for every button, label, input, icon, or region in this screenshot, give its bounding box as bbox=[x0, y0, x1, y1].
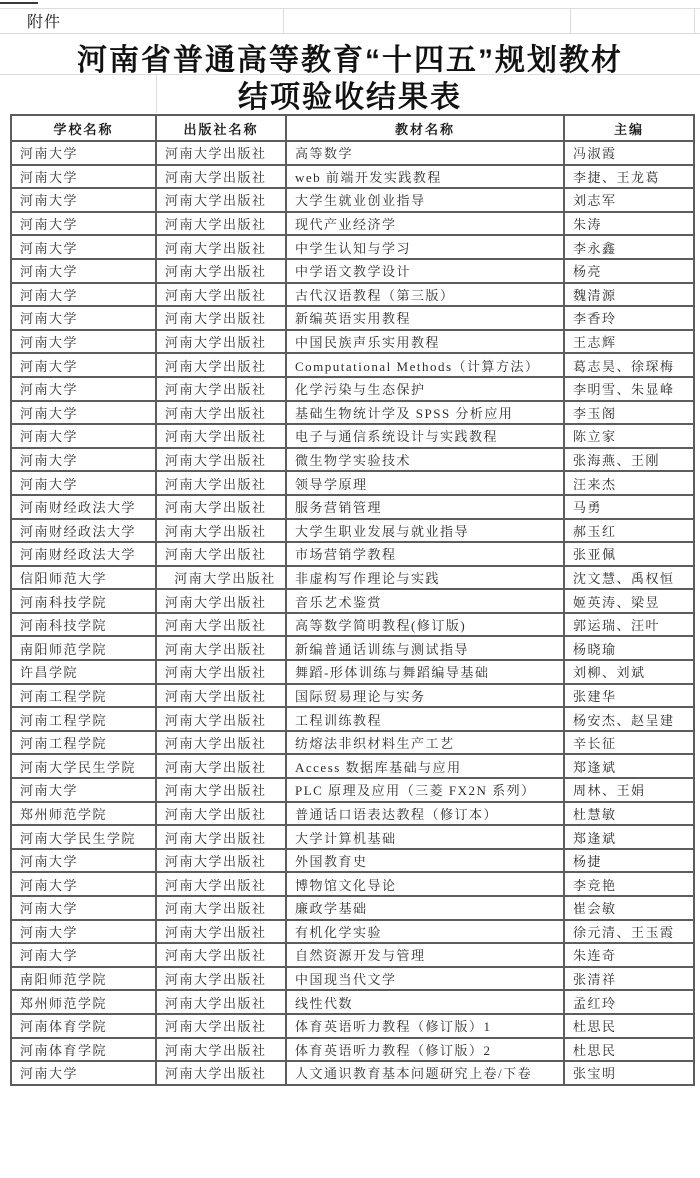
editor-cell: 张清祥 bbox=[564, 967, 694, 991]
school-cell: 河南大学 bbox=[11, 306, 156, 330]
table-row bbox=[11, 377, 694, 401]
textbook-cell: 化学污染与生态保护 bbox=[286, 377, 564, 401]
table-row bbox=[11, 495, 694, 519]
publisher-cell: 河南大学出版社 bbox=[156, 401, 286, 425]
publisher-cell: 河南大学出版社 bbox=[156, 542, 286, 566]
table-row bbox=[11, 589, 694, 613]
textbook-cell: PLC 原理及应用（三菱 FX2N 系列） bbox=[286, 778, 564, 802]
editor-cell: 郭运瑞、汪叶 bbox=[564, 613, 694, 637]
textbook-cell: 服务营销管理 bbox=[286, 495, 564, 519]
textbook-cell: 中学生认知与学习 bbox=[286, 235, 564, 259]
publisher-cell: 河南大学出版社 bbox=[156, 613, 286, 637]
table-row bbox=[11, 613, 694, 637]
table-row bbox=[11, 259, 694, 283]
table-row bbox=[11, 471, 694, 495]
school-cell: 河南大学 bbox=[11, 235, 156, 259]
editor-cell: 李香玲 bbox=[564, 306, 694, 330]
table-row bbox=[11, 1014, 694, 1038]
textbook-cell: 纺熔法非织材料生产工艺 bbox=[286, 731, 564, 755]
results-table bbox=[10, 114, 695, 1086]
table-row bbox=[11, 330, 694, 354]
table-row bbox=[11, 920, 694, 944]
editor-cell: 姬英涛、梁昱 bbox=[564, 589, 694, 613]
textbook-cell: 古代汉语教程（第三版） bbox=[286, 283, 564, 307]
textbook-cell: Access 数据库基础与应用 bbox=[286, 754, 564, 778]
textbook-cell: 普通话口语表达教程（修订本） bbox=[286, 802, 564, 826]
school-cell: 河南财经政法大学 bbox=[11, 542, 156, 566]
textbook-cell: 新编英语实用教程 bbox=[286, 306, 564, 330]
publisher-cell: 河南大学出版社 bbox=[156, 778, 286, 802]
school-cell: 河南财经政法大学 bbox=[11, 495, 156, 519]
publisher-cell: 河南大学出版社 bbox=[156, 872, 286, 896]
school-cell: 河南大学 bbox=[11, 943, 156, 967]
table-row bbox=[11, 401, 694, 425]
textbook-cell: 中国民族声乐实用教程 bbox=[286, 330, 564, 354]
editor-cell: 崔会敏 bbox=[564, 896, 694, 920]
table-row bbox=[11, 283, 694, 307]
school-cell: 河南大学 bbox=[11, 424, 156, 448]
table-row bbox=[11, 306, 694, 330]
textbook-cell: 大学生职业发展与就业指导 bbox=[286, 519, 564, 543]
school-cell: 郑州师范学院 bbox=[11, 990, 156, 1014]
school-cell: 河南科技学院 bbox=[11, 589, 156, 613]
school-cell: 河南大学 bbox=[11, 165, 156, 189]
editor-cell: 辛长征 bbox=[564, 731, 694, 755]
textbook-cell: 人文通识教育基本问题研究上卷/下卷 bbox=[286, 1061, 564, 1085]
editor-cell: 刘柳、刘斌 bbox=[564, 660, 694, 684]
editor-cell: 李竞艳 bbox=[564, 872, 694, 896]
publisher-cell: 河南大学出版社 bbox=[156, 188, 286, 212]
spreadsheet-gridline bbox=[694, 8, 695, 33]
publisher-cell: 河南大学出版社 bbox=[156, 990, 286, 1014]
publisher-cell: 河南大学出版社 bbox=[156, 754, 286, 778]
table-row bbox=[11, 519, 694, 543]
col-header-school: 学校名称 bbox=[11, 115, 156, 141]
textbook-cell: 廉政学基础 bbox=[286, 896, 564, 920]
spreadsheet-gridline bbox=[283, 8, 284, 33]
school-cell: 河南大学 bbox=[11, 920, 156, 944]
attachment-label: 附件 bbox=[27, 14, 62, 31]
col-header-textbook: 教材名称 bbox=[286, 115, 564, 141]
editor-cell: 马勇 bbox=[564, 495, 694, 519]
editor-cell: 李明雪、朱显峰 bbox=[564, 377, 694, 401]
document-title-line2: 结项验收结果表 bbox=[238, 81, 462, 114]
table-row bbox=[11, 353, 694, 377]
table-row bbox=[11, 943, 694, 967]
textbook-cell: 中国现当代文学 bbox=[286, 967, 564, 991]
table-row bbox=[11, 825, 694, 849]
table-row bbox=[11, 660, 694, 684]
publisher-cell: 河南大学出版社 bbox=[156, 330, 286, 354]
editor-cell: 杜慧敏 bbox=[564, 802, 694, 826]
publisher-cell: 河南大学出版社 bbox=[156, 943, 286, 967]
editor-cell: 郝玉红 bbox=[564, 519, 694, 543]
school-cell: 河南大学 bbox=[11, 896, 156, 920]
editor-cell: 张亚佩 bbox=[564, 542, 694, 566]
textbook-cell: 市场营销学教程 bbox=[286, 542, 564, 566]
editor-cell: 葛志昊、徐琛梅 bbox=[564, 353, 694, 377]
spreadsheet-gridline bbox=[0, 8, 700, 9]
editor-cell: 杨亮 bbox=[564, 259, 694, 283]
school-cell: 河南大学 bbox=[11, 188, 156, 212]
editor-cell: 李玉阁 bbox=[564, 401, 694, 425]
publisher-cell: 河南大学出版社 bbox=[156, 566, 286, 590]
publisher-cell: 河南大学出版社 bbox=[156, 1014, 286, 1038]
table-row bbox=[11, 235, 694, 259]
school-cell: 河南工程学院 bbox=[11, 684, 156, 708]
publisher-cell: 河南大学出版社 bbox=[156, 660, 286, 684]
textbook-cell: 电子与通信系统设计与实践教程 bbox=[286, 424, 564, 448]
table-row bbox=[11, 802, 694, 826]
editor-cell: 冯淑霞 bbox=[564, 141, 694, 165]
textbook-cell: 博物馆文化导论 bbox=[286, 872, 564, 896]
table-row bbox=[11, 212, 694, 236]
school-cell: 信阳师范大学 bbox=[11, 566, 156, 590]
school-cell: 南阳师范学院 bbox=[11, 636, 156, 660]
publisher-cell: 河南大学出版社 bbox=[156, 684, 286, 708]
school-cell: 河南大学 bbox=[11, 212, 156, 236]
editor-cell: 朱连奇 bbox=[564, 943, 694, 967]
table-header-row bbox=[11, 115, 694, 141]
school-cell: 河南体育学院 bbox=[11, 1038, 156, 1062]
table-row bbox=[11, 849, 694, 873]
table-row bbox=[11, 731, 694, 755]
editor-cell: 李捷、王龙葛 bbox=[564, 165, 694, 189]
school-cell: 河南工程学院 bbox=[11, 731, 156, 755]
publisher-cell: 河南大学出版社 bbox=[156, 636, 286, 660]
school-cell: 南阳师范学院 bbox=[11, 967, 156, 991]
textbook-cell: 大学计算机基础 bbox=[286, 825, 564, 849]
textbook-cell: 非虚构写作理论与实践 bbox=[286, 566, 564, 590]
textbook-cell: web 前端开发实践教程 bbox=[286, 165, 564, 189]
top-edge-mark bbox=[0, 2, 38, 4]
publisher-cell: 河南大学出版社 bbox=[156, 519, 286, 543]
publisher-cell: 河南大学出版社 bbox=[156, 495, 286, 519]
editor-cell: 杜思民 bbox=[564, 1038, 694, 1062]
editor-cell: 郑逢斌 bbox=[564, 825, 694, 849]
editor-cell: 徐元清、王玉霞 bbox=[564, 920, 694, 944]
publisher-cell: 河南大学出版社 bbox=[156, 377, 286, 401]
school-cell: 河南大学 bbox=[11, 377, 156, 401]
school-cell: 河南大学 bbox=[11, 872, 156, 896]
table-row bbox=[11, 141, 694, 165]
publisher-cell: 河南大学出版社 bbox=[156, 306, 286, 330]
table-row bbox=[11, 778, 694, 802]
school-cell: 河南科技学院 bbox=[11, 613, 156, 637]
editor-cell: 刘志军 bbox=[564, 188, 694, 212]
editor-cell: 张建华 bbox=[564, 684, 694, 708]
textbook-cell: 体育英语听力教程（修订版）2 bbox=[286, 1038, 564, 1062]
textbook-cell: 线性代数 bbox=[286, 990, 564, 1014]
spreadsheet-gridline bbox=[0, 33, 700, 34]
publisher-cell: 河南大学出版社 bbox=[156, 165, 286, 189]
table-row bbox=[11, 896, 694, 920]
publisher-cell: 河南大学出版社 bbox=[156, 967, 286, 991]
publisher-cell: 河南大学出版社 bbox=[156, 825, 286, 849]
publisher-cell: 河南大学出版社 bbox=[156, 1061, 286, 1085]
table-row bbox=[11, 990, 694, 1014]
editor-cell: 李永鑫 bbox=[564, 235, 694, 259]
table-row bbox=[11, 424, 694, 448]
editor-cell: 王志辉 bbox=[564, 330, 694, 354]
table-row bbox=[11, 1038, 694, 1062]
school-cell: 郑州师范学院 bbox=[11, 802, 156, 826]
textbook-cell: 外国教育史 bbox=[286, 849, 564, 873]
school-cell: 河南工程学院 bbox=[11, 707, 156, 731]
publisher-cell: 河南大学出版社 bbox=[156, 849, 286, 873]
table-row bbox=[11, 542, 694, 566]
col-header-publisher: 出版社名称 bbox=[156, 115, 286, 141]
textbook-cell: 自然资源开发与管理 bbox=[286, 943, 564, 967]
editor-cell: 张海燕、王刚 bbox=[564, 448, 694, 472]
textbook-cell: 微生物学实验技术 bbox=[286, 448, 564, 472]
school-cell: 河南大学 bbox=[11, 283, 156, 307]
textbook-cell: Computational Methods（计算方法） bbox=[286, 353, 564, 377]
table-row bbox=[11, 872, 694, 896]
publisher-cell: 河南大学出版社 bbox=[156, 471, 286, 495]
textbook-cell: 舞蹈-形体训练与舞蹈编导基础 bbox=[286, 660, 564, 684]
publisher-cell: 河南大学出版社 bbox=[156, 141, 286, 165]
document-title-line1: 河南省普通高等教育“十四五”规划教材 bbox=[77, 44, 623, 77]
table-row bbox=[11, 636, 694, 660]
textbook-cell: 体育英语听力教程（修订版）1 bbox=[286, 1014, 564, 1038]
table-row bbox=[11, 1061, 694, 1085]
school-cell: 河南大学 bbox=[11, 330, 156, 354]
table-row bbox=[11, 448, 694, 472]
editor-cell: 陈立家 bbox=[564, 424, 694, 448]
publisher-cell: 河南大学出版社 bbox=[156, 731, 286, 755]
editor-cell: 杜思民 bbox=[564, 1014, 694, 1038]
school-cell: 河南财经政法大学 bbox=[11, 519, 156, 543]
table-row bbox=[11, 684, 694, 708]
textbook-cell: 国际贸易理论与实务 bbox=[286, 684, 564, 708]
publisher-cell: 河南大学出版社 bbox=[156, 259, 286, 283]
school-cell: 河南大学 bbox=[11, 353, 156, 377]
school-cell: 河南大学 bbox=[11, 1061, 156, 1085]
school-cell: 河南大学民生学院 bbox=[11, 825, 156, 849]
table-row bbox=[11, 754, 694, 778]
school-cell: 河南大学 bbox=[11, 141, 156, 165]
table-row bbox=[11, 967, 694, 991]
textbook-cell: 新编普通话训练与测试指导 bbox=[286, 636, 564, 660]
editor-cell: 孟红玲 bbox=[564, 990, 694, 1014]
school-cell: 河南大学 bbox=[11, 778, 156, 802]
publisher-cell: 河南大学出版社 bbox=[156, 448, 286, 472]
textbook-cell: 领导学原理 bbox=[286, 471, 564, 495]
editor-cell: 沈文慧、禹权恒 bbox=[564, 566, 694, 590]
textbook-cell: 基础生物统计学及 SPSS 分析应用 bbox=[286, 401, 564, 425]
textbook-cell: 大学生就业创业指导 bbox=[286, 188, 564, 212]
textbook-cell: 有机化学实验 bbox=[286, 920, 564, 944]
results-table-body bbox=[11, 141, 694, 1085]
publisher-cell: 河南大学出版社 bbox=[156, 1038, 286, 1062]
spreadsheet-gridline bbox=[570, 8, 571, 33]
school-cell: 河南大学 bbox=[11, 401, 156, 425]
editor-cell: 魏清源 bbox=[564, 283, 694, 307]
textbook-cell: 工程训练教程 bbox=[286, 707, 564, 731]
publisher-cell: 河南大学出版社 bbox=[156, 589, 286, 613]
textbook-cell: 现代产业经济学 bbox=[286, 212, 564, 236]
textbook-cell: 高等数学简明教程(修订版) bbox=[286, 613, 564, 637]
school-cell: 河南大学民生学院 bbox=[11, 754, 156, 778]
publisher-cell: 河南大学出版社 bbox=[156, 212, 286, 236]
school-cell: 许昌学院 bbox=[11, 660, 156, 684]
editor-cell: 杨晓瑜 bbox=[564, 636, 694, 660]
table-row bbox=[11, 707, 694, 731]
school-cell: 河南大学 bbox=[11, 448, 156, 472]
school-cell: 河南大学 bbox=[11, 849, 156, 873]
publisher-cell: 河南大学出版社 bbox=[156, 235, 286, 259]
publisher-cell: 河南大学出版社 bbox=[156, 283, 286, 307]
editor-cell: 杨安杰、赵呈建 bbox=[564, 707, 694, 731]
table-row bbox=[11, 165, 694, 189]
textbook-cell: 高等数学 bbox=[286, 141, 564, 165]
table-row bbox=[11, 188, 694, 212]
publisher-cell: 河南大学出版社 bbox=[156, 353, 286, 377]
school-cell: 河南体育学院 bbox=[11, 1014, 156, 1038]
editor-cell: 周林、王娟 bbox=[564, 778, 694, 802]
editor-cell: 朱涛 bbox=[564, 212, 694, 236]
textbook-cell: 中学语文教学设计 bbox=[286, 259, 564, 283]
school-cell: 河南大学 bbox=[11, 471, 156, 495]
textbook-cell: 音乐艺术鉴赏 bbox=[286, 589, 564, 613]
table-row bbox=[11, 566, 694, 590]
publisher-cell: 河南大学出版社 bbox=[156, 802, 286, 826]
publisher-cell: 河南大学出版社 bbox=[156, 920, 286, 944]
col-header-editor: 主编 bbox=[564, 115, 694, 141]
editor-cell: 汪来杰 bbox=[564, 471, 694, 495]
school-cell: 河南大学 bbox=[11, 259, 156, 283]
editor-cell: 郑逢斌 bbox=[564, 754, 694, 778]
publisher-cell: 河南大学出版社 bbox=[156, 424, 286, 448]
editor-cell: 张宝明 bbox=[564, 1061, 694, 1085]
publisher-cell: 河南大学出版社 bbox=[156, 896, 286, 920]
editor-cell: 杨捷 bbox=[564, 849, 694, 873]
publisher-cell: 河南大学出版社 bbox=[156, 707, 286, 731]
